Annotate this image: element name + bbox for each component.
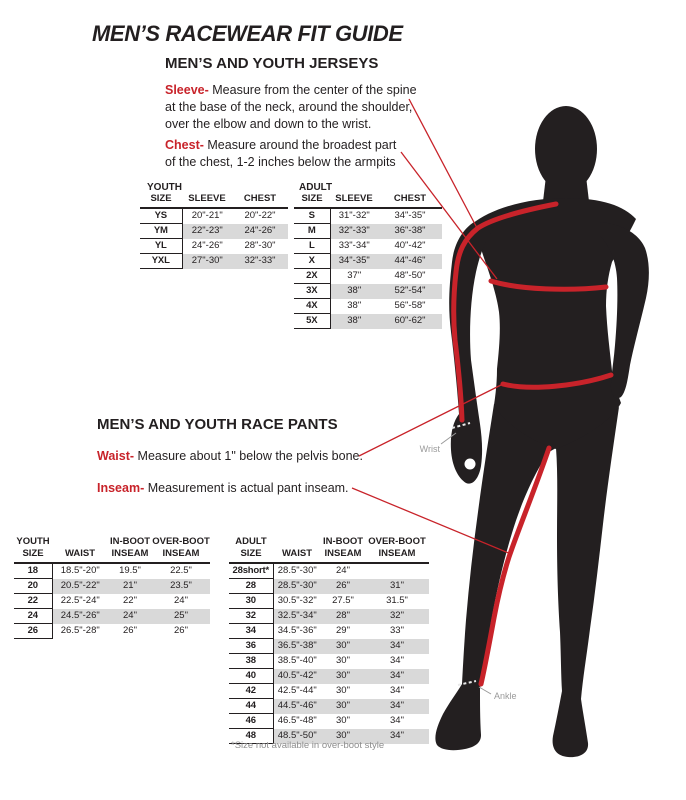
- column-header: CHEST: [378, 193, 442, 208]
- table-cell: 26": [174, 625, 188, 636]
- table-row: [229, 609, 429, 624]
- table-cell: 23.5": [152, 579, 210, 594]
- table-cell: 36.5"-38": [273, 639, 321, 654]
- column-header: WAIST: [52, 536, 108, 563]
- column-header: IN-BOOT INSEAM: [321, 536, 365, 563]
- column-header: WAIST: [273, 536, 321, 563]
- chest-instruction: [165, 137, 396, 171]
- table-cell: 2X: [294, 269, 330, 284]
- table-cell: 40.5"-42": [273, 669, 321, 684]
- chest-term-label: Chest-: [165, 138, 204, 152]
- sleeve-term-label: Sleeve-: [165, 83, 209, 97]
- table-cell: 34": [390, 715, 404, 726]
- table-row: [14, 609, 210, 624]
- table-cell: 30.5"-32": [277, 595, 317, 606]
- table-cell: 28"-30": [244, 240, 276, 251]
- column-header: SLEEVE: [330, 193, 378, 208]
- table-row: [140, 254, 288, 269]
- table-row: [229, 669, 429, 684]
- table-row: [140, 224, 288, 239]
- table-cell: 40"-42": [394, 240, 426, 251]
- table-cell: 38": [330, 284, 378, 299]
- table-row: [229, 714, 429, 729]
- table-header-row: [229, 536, 429, 563]
- table-row: [229, 594, 429, 609]
- table-cell: 34"-35": [394, 210, 426, 222]
- table-cell: 34": [365, 639, 429, 654]
- table-cell: 52"-54": [378, 284, 442, 299]
- table-cell: 27.5": [332, 595, 354, 606]
- table-cell: 38.5"-40": [277, 655, 317, 666]
- table-cell: 22.5"-24": [60, 595, 100, 606]
- column-header: SIZE: [294, 193, 330, 208]
- table-cell: 32.5"-34": [273, 609, 321, 624]
- table-cell: [365, 563, 429, 579]
- table-cell: 32"-33": [232, 254, 288, 269]
- adult-jersey-table-label: ADULT: [299, 182, 333, 193]
- table-cell: 30": [336, 715, 350, 726]
- table-cell: 30": [336, 685, 350, 696]
- waist-instruction: [97, 448, 363, 465]
- table-cell: 3X: [294, 284, 330, 299]
- table-row: [294, 239, 442, 254]
- column-header: IN-BOOT INSEAM: [108, 536, 152, 563]
- table-row: [294, 208, 442, 224]
- sleeve-instruction: [165, 82, 417, 133]
- inseam-instruction: [97, 480, 349, 497]
- table-cell: YXL: [140, 254, 182, 269]
- table-cell: 44: [229, 699, 273, 714]
- table-row: [294, 269, 442, 284]
- table-cell: X: [294, 254, 330, 269]
- table-cell: 34: [229, 624, 273, 639]
- ankle-label: Ankle: [494, 691, 517, 701]
- table-row: [14, 563, 210, 579]
- pants-section-heading: MEN’S AND YOUTH RACE PANTS: [97, 416, 338, 433]
- table-header-row: [14, 536, 210, 563]
- table-cell: 20"-21": [191, 210, 223, 222]
- table-cell: 26": [321, 579, 365, 594]
- column-header: SIZE: [140, 193, 182, 208]
- column-header: OVER-BOOT INSEAM: [365, 536, 429, 563]
- table-cell: 31": [365, 579, 429, 594]
- table-cell: 31.5": [386, 595, 408, 606]
- table-cell: 48.5"-50": [273, 729, 321, 744]
- sleeve-line-3: over the elbow and down to the wrist.: [165, 117, 372, 131]
- table-row: [14, 624, 210, 639]
- table-header-row: [140, 193, 288, 208]
- table-cell: 4X: [294, 299, 330, 314]
- table-cell: L: [294, 239, 330, 254]
- table-cell: 24: [14, 609, 52, 624]
- table-cell: 22": [123, 595, 137, 606]
- ankle-label-leader: [479, 687, 491, 694]
- wrist-label: Wrist: [419, 444, 440, 454]
- adult-jersey-size-table: [294, 193, 442, 329]
- table-row: [229, 639, 429, 654]
- table-cell: 30": [321, 669, 365, 684]
- table-cell: 38": [347, 300, 362, 311]
- table-cell: YS: [140, 208, 182, 224]
- table-cell: 56"-58": [394, 300, 426, 311]
- table-cell: 34": [365, 699, 429, 714]
- table-cell: 42: [229, 684, 273, 699]
- table-row: [229, 579, 429, 594]
- table-cell: 24"-26": [191, 240, 223, 251]
- table-row: [229, 699, 429, 714]
- table-cell: 36"-38": [378, 224, 442, 239]
- youth-pants-size-table: [14, 536, 210, 639]
- table-cell: 28short*: [229, 563, 273, 579]
- table-cell: 20: [14, 579, 52, 594]
- inseam-term-label: Inseam-: [97, 481, 145, 495]
- table-cell: 46: [229, 714, 273, 729]
- table-cell: 34"-35": [330, 254, 378, 269]
- table-row: [229, 684, 429, 699]
- table-cell: 18: [14, 563, 52, 579]
- table-cell: 18.5"-20": [60, 565, 100, 577]
- table-row: [229, 654, 429, 669]
- table-cell: 37": [347, 270, 362, 281]
- adult-pants-size-table: [229, 536, 429, 744]
- page-title: MEN’S RACEWEAR FIT GUIDE: [92, 21, 403, 46]
- youth-jersey-size-table: [140, 193, 288, 269]
- jerseys-section-heading: MEN’S AND YOUTH JERSEYS: [165, 55, 379, 72]
- fist-thumb-hole: [465, 459, 476, 470]
- table-cell: 26.5"-28": [60, 625, 100, 636]
- table-cell: 36: [229, 639, 273, 654]
- column-header: ADULT SIZE: [229, 536, 273, 563]
- table-cell: 24"-26": [232, 224, 288, 239]
- figure-right-leg: [553, 407, 619, 757]
- table-cell: 28.5"-30": [277, 565, 317, 577]
- table-cell: 24": [336, 565, 350, 577]
- table-cell: YL: [140, 239, 182, 254]
- table-cell: 44"-46": [378, 254, 442, 269]
- table-cell: 48"-50": [394, 270, 426, 281]
- table-cell: 26": [123, 625, 137, 636]
- waist-term-label: Waist-: [97, 449, 135, 463]
- table-cell: 44.5"-46": [273, 699, 321, 714]
- table-cell: 20.5"-22": [52, 579, 108, 594]
- table-cell: 22.5": [170, 565, 192, 577]
- table-cell: 30": [321, 699, 365, 714]
- inseam-text: Measurement is actual pant inseam.: [147, 481, 349, 495]
- table-cell: 24.5"-26": [52, 609, 108, 624]
- waist-text: Measure about 1" below the pelvis bone.: [137, 449, 363, 463]
- table-cell: 27"-30": [182, 254, 232, 269]
- table-cell: 32": [365, 609, 429, 624]
- table-cell: 20"-22": [244, 210, 276, 222]
- table-row: [294, 284, 442, 299]
- table-row: [294, 299, 442, 314]
- table-cell: 34": [365, 729, 429, 744]
- table-cell: 30": [336, 655, 350, 666]
- table-row: [229, 624, 429, 639]
- column-header: CHEST: [232, 193, 288, 208]
- table-cell: 33"-34": [338, 240, 370, 251]
- table-cell: 38": [330, 314, 378, 329]
- table-cell: 24": [108, 609, 152, 624]
- column-header: YOUTH SIZE: [14, 536, 52, 563]
- sleeve-line-2: at the base of the neck, around the shoulder,: [165, 100, 413, 114]
- table-row: [140, 208, 288, 224]
- male-silhouette: [435, 106, 648, 757]
- sleeve-line-1: Measure from the center of the spine: [212, 83, 417, 97]
- table-cell: 32"-33": [330, 224, 378, 239]
- table-cell: 60"-62": [378, 314, 442, 329]
- table-cell: 22: [14, 594, 52, 609]
- youth-jersey-table-label: YOUTH: [147, 182, 182, 193]
- table-row: [229, 563, 429, 579]
- table-cell: 5X: [294, 314, 330, 329]
- table-cell: 28": [321, 609, 365, 624]
- table-cell: 30": [321, 729, 365, 744]
- column-header: SLEEVE: [182, 193, 232, 208]
- overboot-footnote: *Size not available in over-boot style: [231, 740, 385, 751]
- table-cell: 22"-23": [182, 224, 232, 239]
- table-cell: 34.5"-36": [277, 625, 317, 636]
- table-row: [294, 254, 442, 269]
- table-cell: 32: [229, 609, 273, 624]
- table-cell: 46.5"-48": [277, 715, 317, 726]
- table-cell: 29": [336, 625, 350, 636]
- table-cell: M: [294, 224, 330, 239]
- table-cell: 30": [321, 639, 365, 654]
- table-cell: 24": [174, 595, 188, 606]
- table-cell: 42.5"-44": [277, 685, 317, 696]
- table-row: [14, 579, 210, 594]
- table-cell: 34": [365, 669, 429, 684]
- table-row: [294, 314, 442, 329]
- table-cell: 26: [14, 624, 52, 639]
- table-cell: 28: [229, 579, 273, 594]
- table-cell: 34": [390, 655, 404, 666]
- table-cell: YM: [140, 224, 182, 239]
- table-cell: S: [294, 208, 330, 224]
- table-cell: 38: [229, 654, 273, 669]
- table-cell: 34": [390, 685, 404, 696]
- table-cell: 40: [229, 669, 273, 684]
- table-row: [14, 594, 210, 609]
- table-cell: 28.5"-30": [273, 579, 321, 594]
- table-row: [140, 239, 288, 254]
- table-cell: 31"-32": [338, 210, 370, 222]
- table-cell: 19.5": [119, 565, 141, 577]
- table-cell: 48: [229, 729, 273, 744]
- table-cell: 33": [390, 625, 404, 636]
- table-row: [294, 224, 442, 239]
- table-cell: 21": [108, 579, 152, 594]
- table-header-row: [294, 193, 442, 208]
- column-header: OVER-BOOT INSEAM: [152, 536, 210, 563]
- table-cell: 25": [152, 609, 210, 624]
- chest-line-2: of the chest, 1-2 inches below the armpits: [165, 155, 396, 169]
- table-cell: 30: [229, 594, 273, 609]
- chest-line-1: Measure around the broadest part: [207, 138, 397, 152]
